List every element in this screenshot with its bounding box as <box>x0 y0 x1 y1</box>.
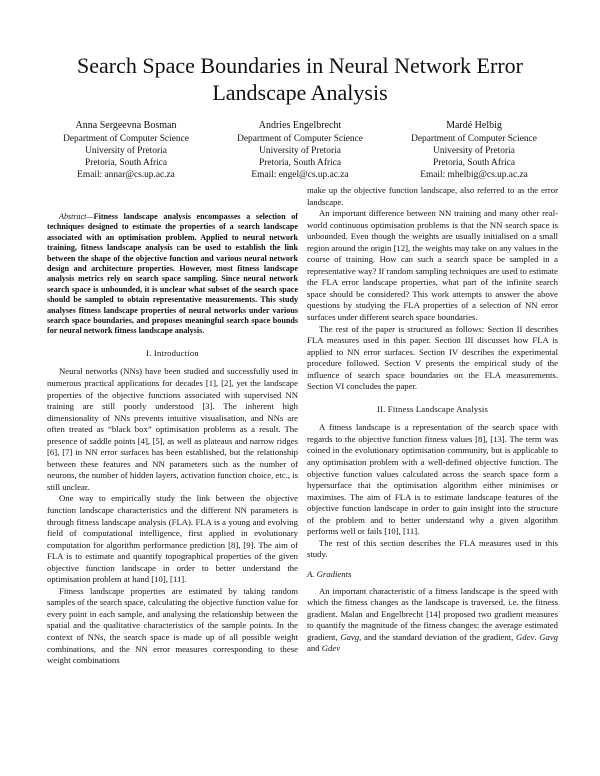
author-department: Department of Computer Science <box>411 134 537 144</box>
author-email: Email: engel@cs.up.ac.za <box>251 170 349 180</box>
author-department: Department of Computer Science <box>63 134 189 144</box>
author-department: Department of Computer Science <box>237 134 363 144</box>
author-email: Email: mhelbig@cs.up.ac.za <box>420 170 528 180</box>
section-heading-fla: II. Fitness Landscape Analysis <box>376 403 489 414</box>
author-1 <box>40 120 212 181</box>
author-location: Pretoria, South Africa <box>258 158 341 168</box>
author-block <box>40 120 560 181</box>
author-location: Pretoria, South Africa <box>432 158 515 168</box>
abstract-text: Fitness landscape analysis encompasses a selection of techniques designed to estimate the properties of a search landscape associated with an optimisation problem. Applied to neural network training, fitness landscape analysis can be used to establish the link between the shape of the objective function and various neural network design and architecture properties. However, most fitness landscape analysis metrics rely on search space sampling. Since neural network search space is unbounded, it is unclear what subset of the search space should be sampled to obtain representative measurements. This study analyses fitness landscape properties of neural networks under various search space boundaries, and proposes meaningful search space bounds for neural network fitness landscape analysis. <box>47 212 298 336</box>
author-university: University of Pretoria <box>259 146 341 156</box>
author-university: University of Pretoria <box>85 146 167 156</box>
paragraph: An important difference between NN training and many other real-world continuous optimisation problems is that the NN search space is unbounded. Even though the weights are usually initialised on a small region around the origin [12], the weights may take on any values in the course of training. How can such a search space be sampled in a representative way? If random sampling techniques are used to estimate the FLA error landscape properties, what part of the infinite search space should be considered? This work attempts to answer the above questions by studying the FLA properties of a selection of NN error surfaces under different search space boundaries. <box>307 208 558 323</box>
paragraph: Neural networks (NNs) have been studied and successfully used in numerous practical applications for decades [1], [2], yet the landscape properties of the objective functions associated with supervised NN training are still poorly understood [3]. The inherent high dimensionality of NNs prevents intuitive visualisation, and NNs are often treated as “black box” optimisation problems as a result. The presence of saddle points [4], [5], as well as plateaus and narrow ridges [6], [7] in NN error surfaces has been established, but the relationship between these features and NN parameters such as the number of neurons, the number of hidden layers, activation function choice, etc., is still unclear. <box>47 366 298 492</box>
abstract-label: Abstract— <box>59 212 94 221</box>
author-2 <box>214 120 386 181</box>
text: , and the standard deviation of the gradient, <box>359 631 514 642</box>
left-column <box>47 212 298 667</box>
author-name: Andries Engelbrecht <box>258 120 342 131</box>
math-g-dev: Gdev <box>321 643 341 654</box>
author-3 <box>388 120 560 181</box>
subsection-heading-gradients: A. Gradients <box>307 568 352 579</box>
math-g-avg: Gavg <box>340 631 360 642</box>
paragraph: One way to empirically study the link between the objective function landscape characteristics and the different NN parameters is through fitness landscape analysis (FLA). FLA is a young and evolving field of computational intelligence, first applied in evolutionary computation for algorithm performance prediction [8], [9]. The aim of FLA is to estimate and quantify topographical properties of the given objective function landscape in order to better understand the optimisation problem at hand [10], [11]. <box>47 493 298 585</box>
math-g-dev: Gdev <box>516 631 535 642</box>
author-email: Email: annar@cs.up.ac.za <box>77 170 175 180</box>
author-name: Mardé Helbig <box>446 120 502 131</box>
section-heading-introduction: I. Introduction <box>146 347 199 358</box>
abstract <box>47 212 298 337</box>
paragraph: make up the objective function landscape, also referred to as the error landscape. <box>307 185 558 207</box>
paragraph: Fitness landscape properties are estimated by taking random samples of the search space, calculating the objective function value for every point in each sample, and analysing the relationship between the spatial and the qualitative characteristics of the sample points. In the context of NNs, the search space is made up of all possible weight combinations, and the NN error measures corresponding to these weight combinations <box>47 585 298 666</box>
text: and <box>307 643 320 654</box>
author-university: University of Pretoria <box>433 146 515 156</box>
paragraph-gradients <box>307 586 558 655</box>
author-location: Pretoria, South Africa <box>84 158 167 168</box>
text: . <box>534 631 537 642</box>
paragraph: The rest of the paper is structured as follows: Section II describes FLA measures used in this paper. Section III discusses how FLA is applied to NN error surfaces. Section IV describes the experimental procedure followed. Section V presents the empirical study of the influence of search space boundaries on the FLA measurements. Section VI concludes the paper. <box>307 323 558 392</box>
paper-title: Search Space Boundaries in Neural Network Error Landscape Analysis <box>77 53 523 105</box>
text: An important characteristic of a fitness landscape is the speed with which the fitness changes as the landscape is traversed, i.e. the fitness gradient. Malan and Engelbrecht [14] proposed two gradient measures to quantify the magnitude of the fitness changes: the average estimated gradient, <box>307 585 558 642</box>
right-column <box>307 185 558 655</box>
paragraph: A fitness landscape is a representation of the search space with regards to the objective function fitness values [8], [13]. The term was coined in the evolutionary optimisation community, but is applicable to any optimisation problem with a well-defined objective function. The objective function values calculated across the search space form a hypersurface that the optimisation algorithm either minimises or maximises. The aim of FLA is to estimate landscape features of the objective function landscape in order to gain insight into the structure of the problem and to better understand why a given algorithm performs well or fails [10], [11]. <box>307 422 558 537</box>
paragraph: The rest of this section describes the FLA measures used in this study. <box>307 537 558 560</box>
math-g-avg: Gavg <box>539 631 559 642</box>
author-name: Anna Sergeevna Bosman <box>75 120 177 131</box>
